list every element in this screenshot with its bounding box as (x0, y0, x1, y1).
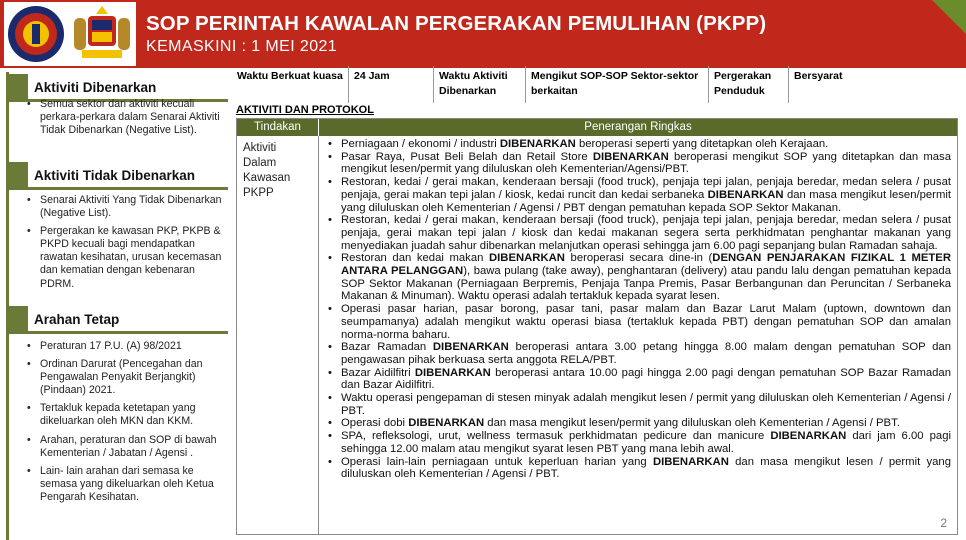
list-item: • Pergerakan ke kawasan PKP, PKPB & PKPD kecuali bagi mendapatkan rawatan kesihatan, urusan kecemasan dan kematian dengan kebenaran PDRM. (27, 225, 227, 290)
info-strip (232, 66, 960, 103)
list-item: • Pasar Raya, Pusat Beli Belah dan Retail Store DIBENARKAN beroperasi mengikut SOP yang ditetapkan dan masa mengikut lesen/permit yang diluluskan oleh Kementerian/Agensi/PBT. (327, 151, 951, 176)
pergerakan-value: Bersyarat (788, 66, 888, 103)
jata-negara-icon (70, 4, 134, 64)
list-item: • Bazar Ramadan DIBENARKAN beroperasi antara 3.00 petang hingga 8.00 malam dengan pematuhan SOP dan pengawasan pihak berkuasa serta anggota RELA/PBT. (327, 341, 951, 366)
list-item: • Semua sektor dan aktiviti kecuali perkara-perkara dalam Senarai Aktiviti Tidak Dibenarkan (Negative List). (27, 98, 227, 137)
nsc-logo-icon (6, 4, 66, 64)
section-title: Aktiviti Dibenarkan (34, 80, 157, 95)
list-item: • Restoran, kedai / gerai makan, kenderaan bersaji (food truck), penjaja tepi jalan, penjaja beredar, medan selera / pusat penjaja, gerai makan tepi jalan / kiosk dan kedai makanan segera serta perkhidmatan penghantar makanan yang menyediakan juadah sahur dibenarkan melanjutkan operasi sehingga jam 6.00 pagi sepanjang bulan Ramadan sahaja. (327, 214, 951, 252)
waktu-berkuat-kuasa-value: 24 Jam (348, 66, 433, 103)
aktiviti-tidak-dibenarkan-list (27, 194, 227, 296)
column-header-tindakan: Tindakan (237, 119, 319, 136)
pergerakan-label: Pergerakan Penduduk (708, 66, 788, 103)
list-item: • Bazar Aidilfitri DIBENARKAN beroperasi antara 10.00 pagi hingga 2.00 pagi dengan pematuhan SOP Bazar Ramadan dan Bazar Aidilfitri. (327, 367, 951, 392)
list-item: • Peraturan 17 P.U. (A) 98/2021 (27, 340, 227, 353)
table-header (237, 119, 957, 136)
list-item: • Restoran dan kedai makan DIBENARKAN beroperasi secara dine-in (DENGAN PENJARAKAN FIZIKAL 1 METER ANTARA PELANGGAN), bawa pulang (take away), penghantaran (delivery) atau pandu lalu dengan pematuhan kepada SOP Sektor Makanan (Perniagaan Berpremis, Penjaja Tanpa Premis, Pasar Berbangunan dan Peruncitan / Serbaneka Makanan & Minuman). Waktu operasi adalah tertakluk kepada syarat lesen. (327, 252, 951, 303)
page-number: 2 (940, 516, 947, 530)
section-title: Arahan Tetap (34, 312, 120, 327)
list-item: • Lain- lain arahan dari semasa ke semasa yang dikeluarkan oleh Ketua Pengarah Kesihatan. (27, 465, 227, 504)
section-marker (6, 74, 28, 102)
waktu-aktiviti-value: Mengikut SOP-SOP Sektor-sektor berkaitan (525, 66, 708, 103)
corner-triangle (932, 0, 966, 34)
protocol-table (236, 118, 958, 535)
column-header-penerangan: Penerangan Ringkas (584, 121, 692, 133)
list-item: • Operasi lain-lain perniagaan untuk keperluan harian yang DIBENARKAN dan masa mengikut lesen / permit yang diluluskan oleh Kementerian / Agensi / PBT. (327, 456, 951, 481)
left-panel (6, 72, 225, 540)
section-marker (6, 162, 28, 190)
list-item: • Tertakluk kepada ketetapan yang dikeluarkan oleh MKN dan KKM. (27, 402, 227, 428)
header-banner (0, 0, 966, 68)
list-item: • Perniagaan / ekonomi / industri DIBENARKAN beroperasi seperti yang ditetapkan oleh Kerajaan. (327, 138, 951, 151)
section-marker (6, 306, 28, 334)
page-title: SOP PERINTAH KAWALAN PERGERAKAN PEMULIHAN (PKPP) (146, 12, 767, 35)
list-item: • Operasi pasar harian, pasar borong, pasar tani, pasar malam dan Bazar Larut Malam (uptown, downtown dan seumpamanya) adalah mengikut waktu operasi biasa (tertakluk kepada PBT) dengan pematuhan SOP dan amalan norma-norma baharu. (327, 303, 951, 341)
logo-strip (4, 2, 136, 66)
list-item: • Waktu operasi pengepaman di stesen minyak adalah mengikut lesen / permit yang diluluskan oleh Kementerian / Agensi / PBT. (327, 392, 951, 417)
action-cell: Aktiviti Dalam Kawasan PKPP (237, 136, 319, 534)
section-header-aktiviti-tidak-dibenarkan (6, 162, 228, 190)
list-item: • Senarai Aktiviti Yang Tidak Dibenarkan (Negative List). (27, 194, 227, 220)
page-subtitle: KEMASKINI : 1 MEI 2021 (146, 38, 338, 55)
list-item: • Restoran, kedai / gerai makan, kenderaan bersaji (food truck), penjaja tepi jalan, penjaja beredar, medan selera / pusat penjaja, gerai makan tepi jalan / kiosk, kedai runcit dan kedai serbaneka DIBENARKAN dan masa mengikut lesen/permit yang diluluskan oleh Kementerian / Agensi / PBT dengan pematuhan kepada SOP Sektor Makanan. (327, 176, 951, 214)
list-item: • Arahan, peraturan dan SOP di bawah Kementerian / Jabatan / Agensi . (27, 434, 227, 460)
list-item: • SPA, refleksologi, urut, wellness termasuk perkhidmatan pedicure dan manicure DIBENARKAN dari jam 6.00 pagi sehingga 12.00 malam atau mengikut syarat lesen PBT yang mana lebih awal. (327, 430, 951, 455)
arahan-tetap-list (27, 340, 227, 509)
section-header-arahan-tetap (6, 306, 228, 334)
waktu-aktiviti-label: Waktu Aktiviti Dibenarkan (433, 66, 525, 103)
list-item: • Operasi dobi DIBENARKAN dan masa mengikut lesen/permit yang diluluskan oleh Kementerian / Agensi / PBT. (327, 417, 951, 430)
list-item: • Ordinan Darurat (Pencegahan dan Pengawalan Penyakit Berjangkit) (Pindaan) 2021. (27, 358, 227, 397)
aktiviti-dibenarkan-list (27, 98, 227, 142)
section-label: AKTIVITI DAN PROTOKOL (236, 104, 374, 116)
waktu-berkuat-kuasa-label: Waktu Berkuat kuasa (237, 70, 343, 82)
section-title: Aktiviti Tidak Dibenarkan (34, 168, 196, 183)
description-list (319, 136, 957, 534)
